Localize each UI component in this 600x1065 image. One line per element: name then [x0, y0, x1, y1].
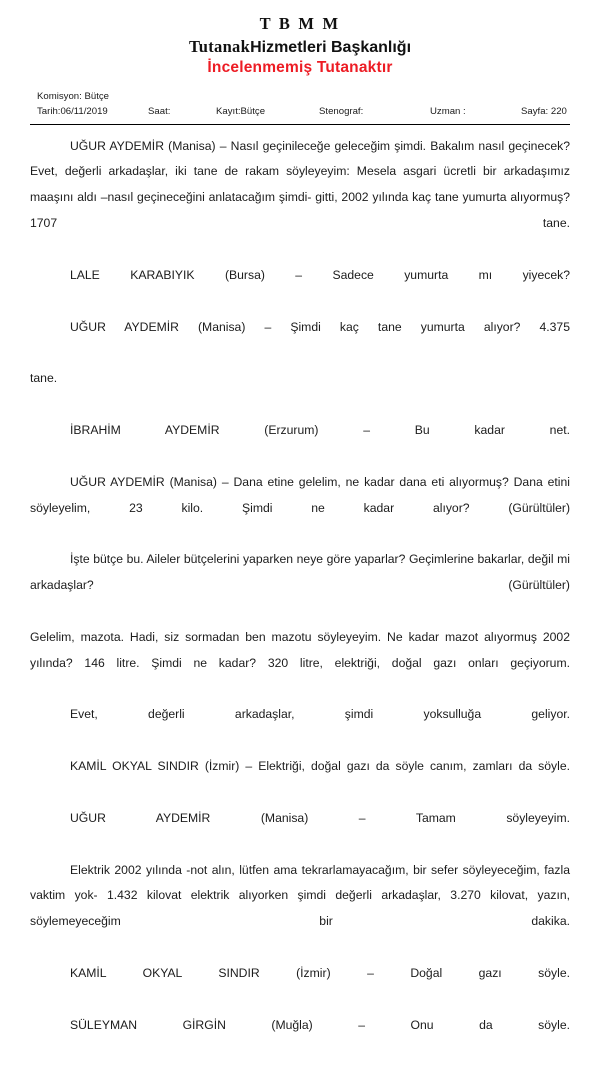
transcript-paragraph: KAMİL OKYAL SINDIR (İzmir) – Doğal gazı söyle.	[70, 966, 570, 981]
transcript-paragraph: KAMİL OKYAL SINDIR (İzmir) – Elektriği, doğal gazı da söyle canım, zamları da söyle.	[70, 759, 570, 774]
transcript-body	[30, 125, 570, 1065]
transcript-paragraph: İşte bütçe bu. Aileler bütçelerini yaparken neye göre yaparlar? Geçimlerine bakarlar, değil mi arkadaşlar? (Gürültüler)	[30, 552, 570, 593]
department-title	[0, 36, 600, 59]
transcript-paragraph: tane.	[30, 371, 58, 386]
transcript-paragraph: Gelelim, mazota. Hadi, siz sormadan ben mazotu söyleyeyim. Ne kadar mazot alıyormuş 2002 yılında? 146 litre. Şimdi ne kadar? 320 litre, elektriği, doğal gazı onları geçiyorum.	[30, 629, 570, 670]
department-title-sans: Hizmetleri Başkanlığı	[250, 38, 412, 56]
organization-title: T B M M	[259, 14, 341, 33]
meta-stenograf: Stenograf:	[319, 105, 364, 117]
transcript-paragraph: UĞUR AYDEMİR (Manisa) – Şimdi kaç tane yumurta alıyor? 4.375	[70, 319, 570, 334]
transcript-paragraph: Evet, değerli arkadaşlar, şimdi yoksulluğa geliyor.	[70, 707, 570, 722]
transcript-paragraph: SÜLEYMAN GİRGİN (Muğla) – Onu da söyle.	[70, 1017, 570, 1032]
transcript-paragraph: UĞUR AYDEMİR (Manisa) – Nasıl geçinileceğe geleceğim şimdi. Bakalım nasıl geçinecek? Evet, değerli arkadaşlar, iki tane de rakam söyleyeyim: Mesela asgari ücretli bir arkadaşımız maaşını aldı –nasıl geçineceğini anlatacağım şimdi- gitti, 2002 yılında kaç tane yumurta alıyormuş? 1707 tane.	[30, 138, 570, 231]
meta-uzman: Uzman :	[430, 105, 466, 117]
meta-kayit: Kayıt:Bütçe	[216, 105, 266, 117]
document-header	[0, 0, 600, 79]
transcript-paragraph: UĞUR AYDEMİR (Manisa) – Tamam söyleyeyim.	[70, 810, 570, 825]
transcript-paragraph: İBRAHİM AYDEMİR (Erzurum) – Bu kadar net.	[70, 423, 570, 438]
meta-sayfa: Sayfa: 220	[521, 105, 567, 117]
status-notice: İncelenmemiş Tutanaktır	[207, 59, 393, 77]
metadata-block	[30, 79, 570, 120]
transcript-paragraph: LALE KARABIYIK (Bursa) – Sadece yumurta mı yiyecek?	[70, 267, 570, 282]
meta-saat: Saat:	[148, 105, 171, 117]
transcript-paragraph: UĞUR AYDEMİR (Manisa) – Dana etine gelelim, ne kadar dana eti alıyormuş? Dana etini söyleyelim, 23 kilo. Şimdi ne kadar alıyor? (Gürültüler)	[30, 474, 570, 515]
meta-fields-row	[30, 106, 570, 120]
transcript-paragraph: Elektrik 2002 yılında -not alın, lütfen ama tekrarlamayacağım, bir sefer söyleyeceğim, fazla vaktim yok- 1.432 kilovat elektrik alıyorken şimdi değerli arkadaşlar, 3.270 kilovat, yazın, söylemeyeceğim bir dakika.	[30, 862, 570, 929]
meta-tarih: Tarih:06/11/2019	[37, 105, 108, 117]
department-title-serif: Tutanak	[188, 36, 251, 56]
meta-komisyon: Komisyon: Bütçe	[37, 90, 109, 102]
